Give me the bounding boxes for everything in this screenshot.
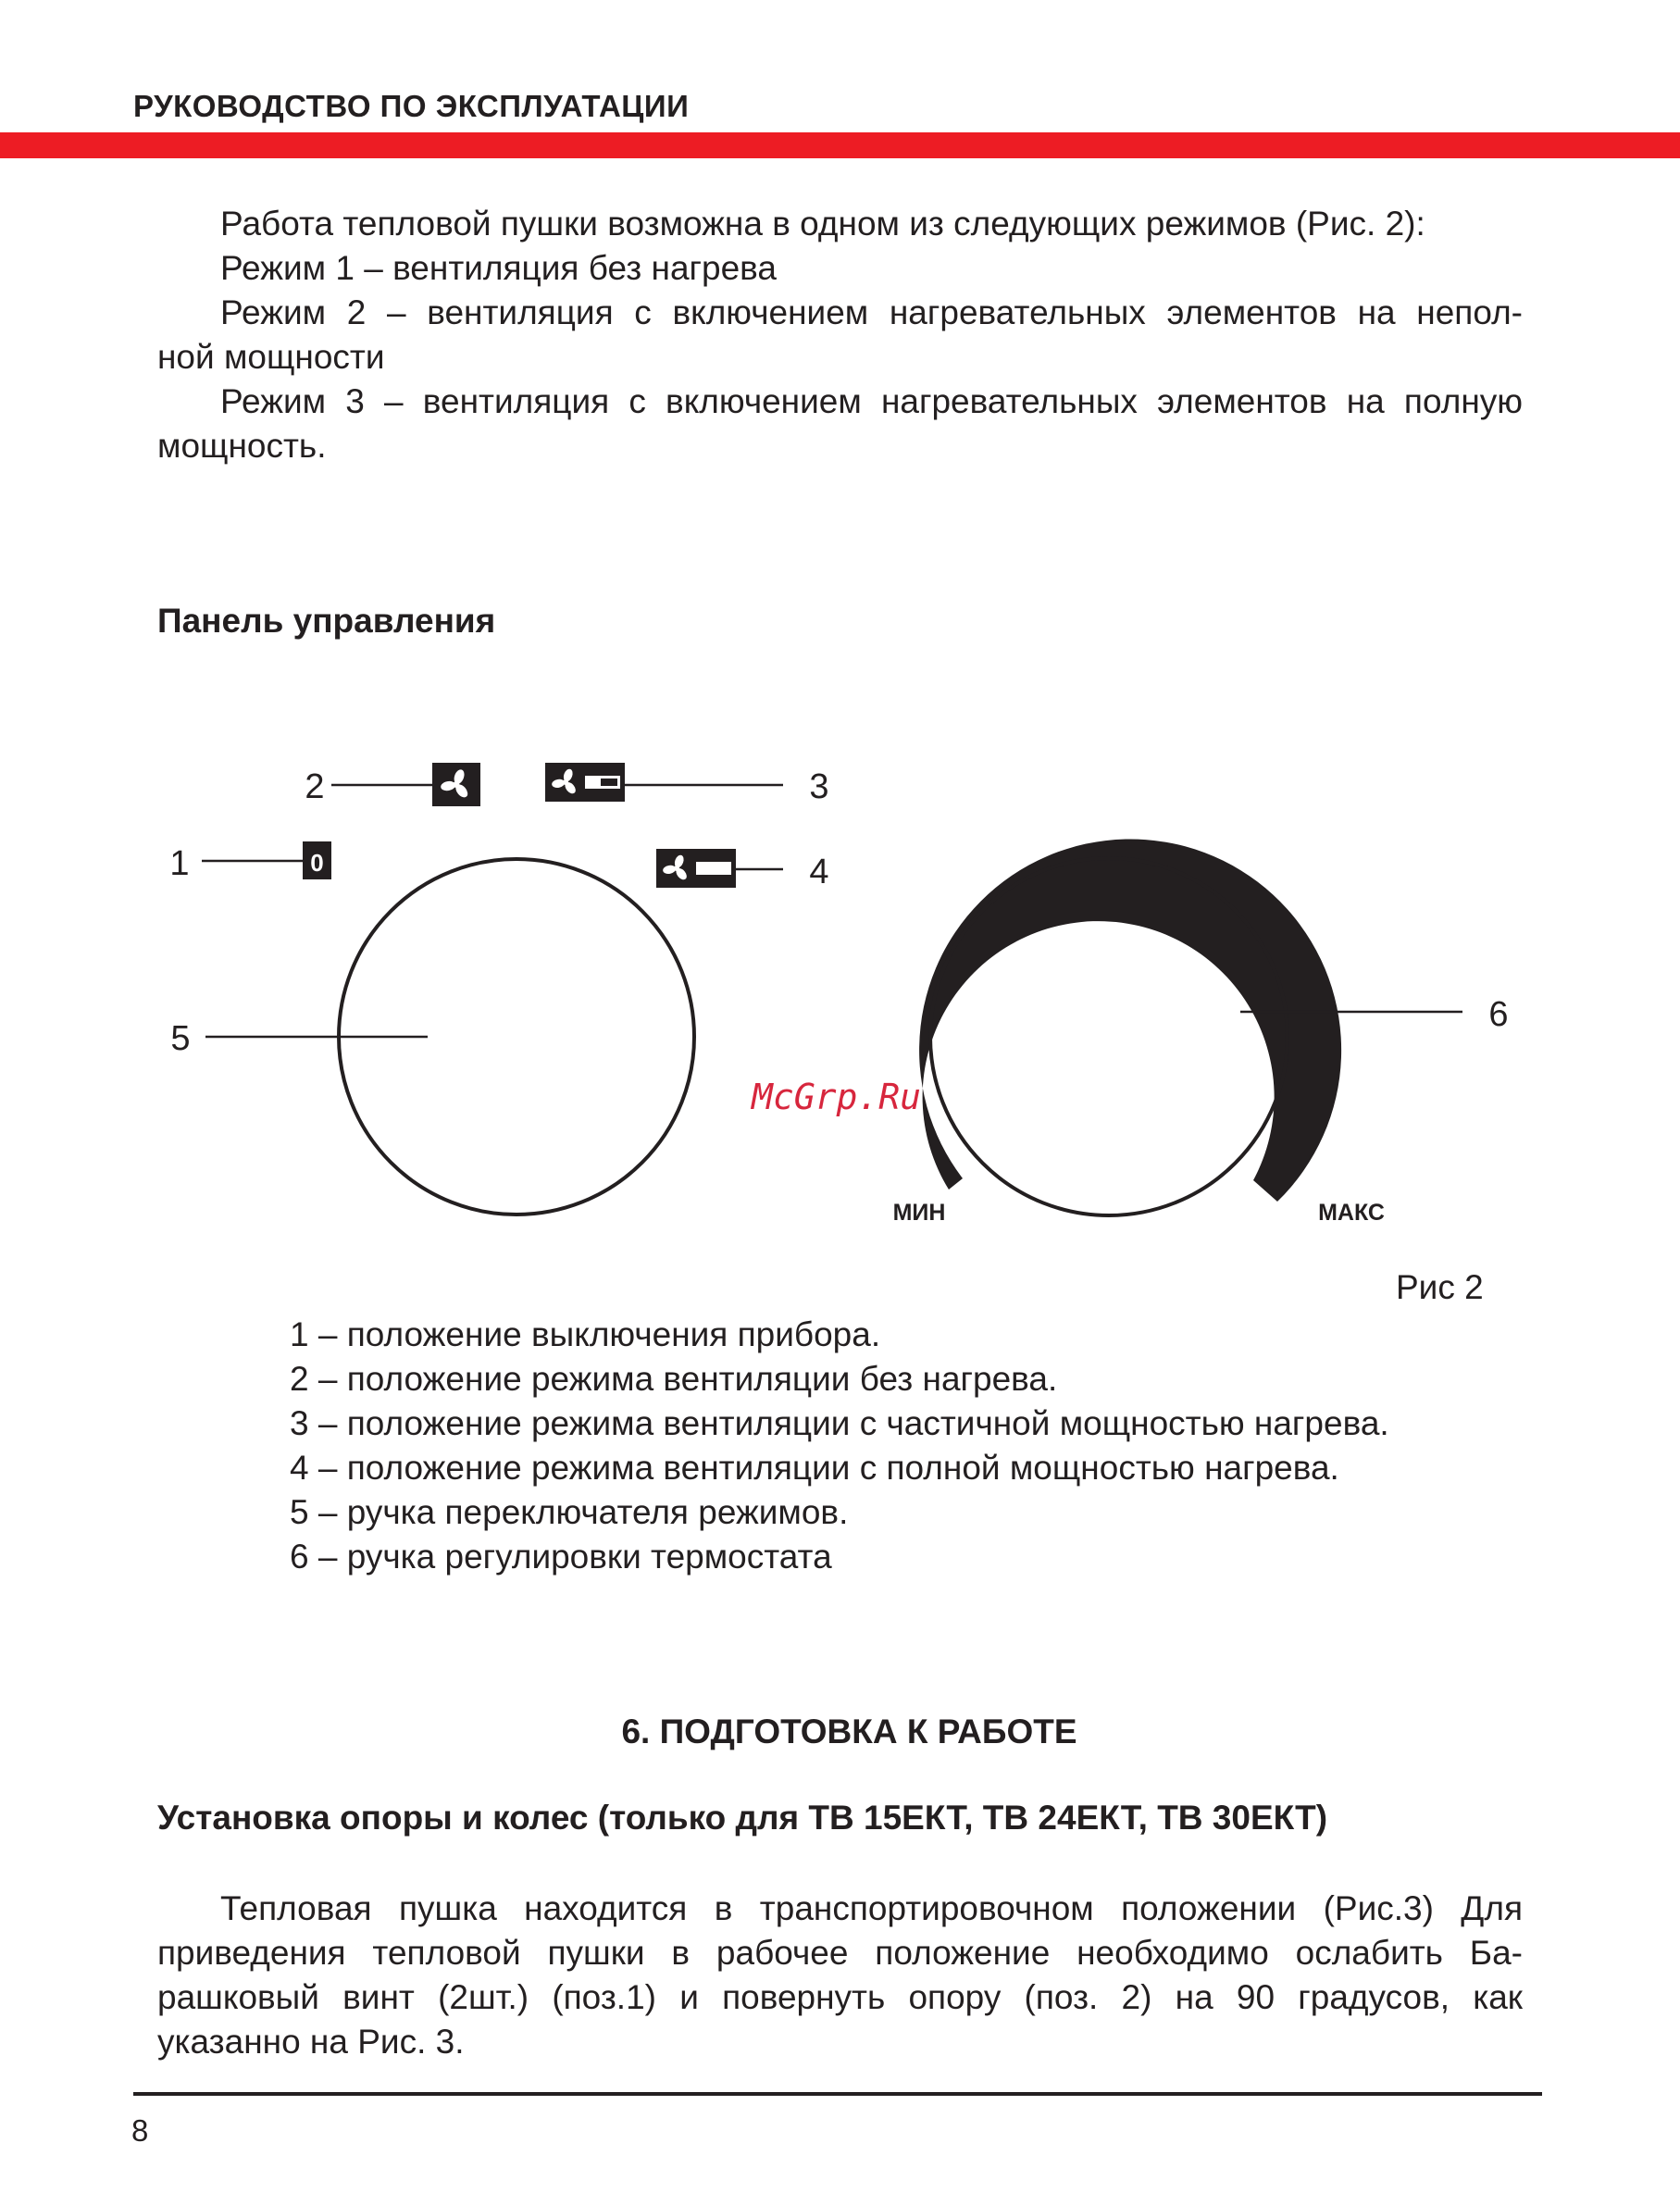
legend-item: 5 – ручка переключателя режимов.	[290, 1493, 849, 1531]
body-line: Тепловая пушка находится в транспортировочном положении (Рис.3) Для	[220, 1889, 1523, 1927]
callout-3: 3	[809, 767, 829, 806]
callout-1: 1	[169, 844, 190, 883]
legend-item: 3 – положение режима вентиляции с частичной мощностью нагрева.	[290, 1404, 1389, 1442]
body-line: указанно на Рис. 3.	[157, 2023, 465, 2061]
watermark: McGrp.Ru	[752, 1077, 922, 1117]
legend-item: 2 – положение режима вентиляции без нагрева.	[290, 1360, 1058, 1398]
section-body	[157, 1887, 1523, 2064]
fan-full-heat-icon	[656, 849, 736, 888]
svg-text:0: 0	[310, 849, 324, 877]
legend-item: 6 – ручка регулировки термостата	[290, 1538, 832, 1576]
body-line: рашковый винт (2шт.) (поз.1) и повернуть опору (поз. 2) на 90 градусов, как	[157, 1978, 1523, 2016]
intro-line: ной мощности	[157, 338, 385, 376]
callout-4: 4	[809, 853, 829, 891]
header-red-bar	[0, 132, 1680, 158]
fan-icon	[432, 763, 480, 806]
off-position-icon	[303, 841, 331, 879]
legend-item: 1 – положение выключения прибора.	[290, 1315, 881, 1353]
callout-5: 5	[170, 1019, 191, 1058]
intro-line: Режим 1 – вентиляция без нагрева	[220, 249, 777, 287]
page-number: 8	[131, 2113, 149, 2148]
document-header-title: РУКОВОДСТВО ПО ЭКСПЛУАТАЦИИ	[133, 89, 690, 123]
callout-6: 6	[1488, 995, 1509, 1034]
callout-2: 2	[305, 767, 325, 806]
intro-paragraph	[157, 202, 1523, 468]
figure-caption: Рис 2	[1396, 1268, 1484, 1306]
intro-line: Работа тепловой пушки возможна в одном из следующих режимов (Рис. 2):	[220, 205, 1425, 243]
section-title: 6. ПОДГОТОВКА К РАБОТЕ	[621, 1713, 1077, 1750]
section-subheading: Установка опоры и колес (только для ТВ 15ЕКТ, ТВ 24ЕКТ, ТВ 30ЕКТ)	[157, 1799, 1328, 1837]
body-line: приведения тепловой пушки в рабочее положение необходимо ослабить Ба-	[157, 1934, 1523, 1972]
fan-partial-heat-icon	[545, 763, 625, 802]
intro-line: Режим 2 – вентиляция с включением нагревательных элементов на непол-	[220, 293, 1523, 331]
control-panel-heading: Панель управления	[157, 602, 496, 640]
figure-legend	[290, 1313, 1389, 1579]
footer-rule	[133, 2092, 1542, 2096]
max-label: МАКС	[1318, 1200, 1385, 1226]
thermostat-scale-arc	[919, 839, 1341, 1202]
control-panel-figure	[0, 722, 1680, 1277]
intro-line: Режим 3 – вентиляция с включением нагревательных элементов на полную	[220, 382, 1523, 420]
min-label: МИН	[892, 1200, 946, 1226]
legend-item: 4 – положение режима вентиляции с полной мощностью нагрева.	[290, 1449, 1339, 1487]
intro-line: мощность.	[157, 427, 327, 465]
